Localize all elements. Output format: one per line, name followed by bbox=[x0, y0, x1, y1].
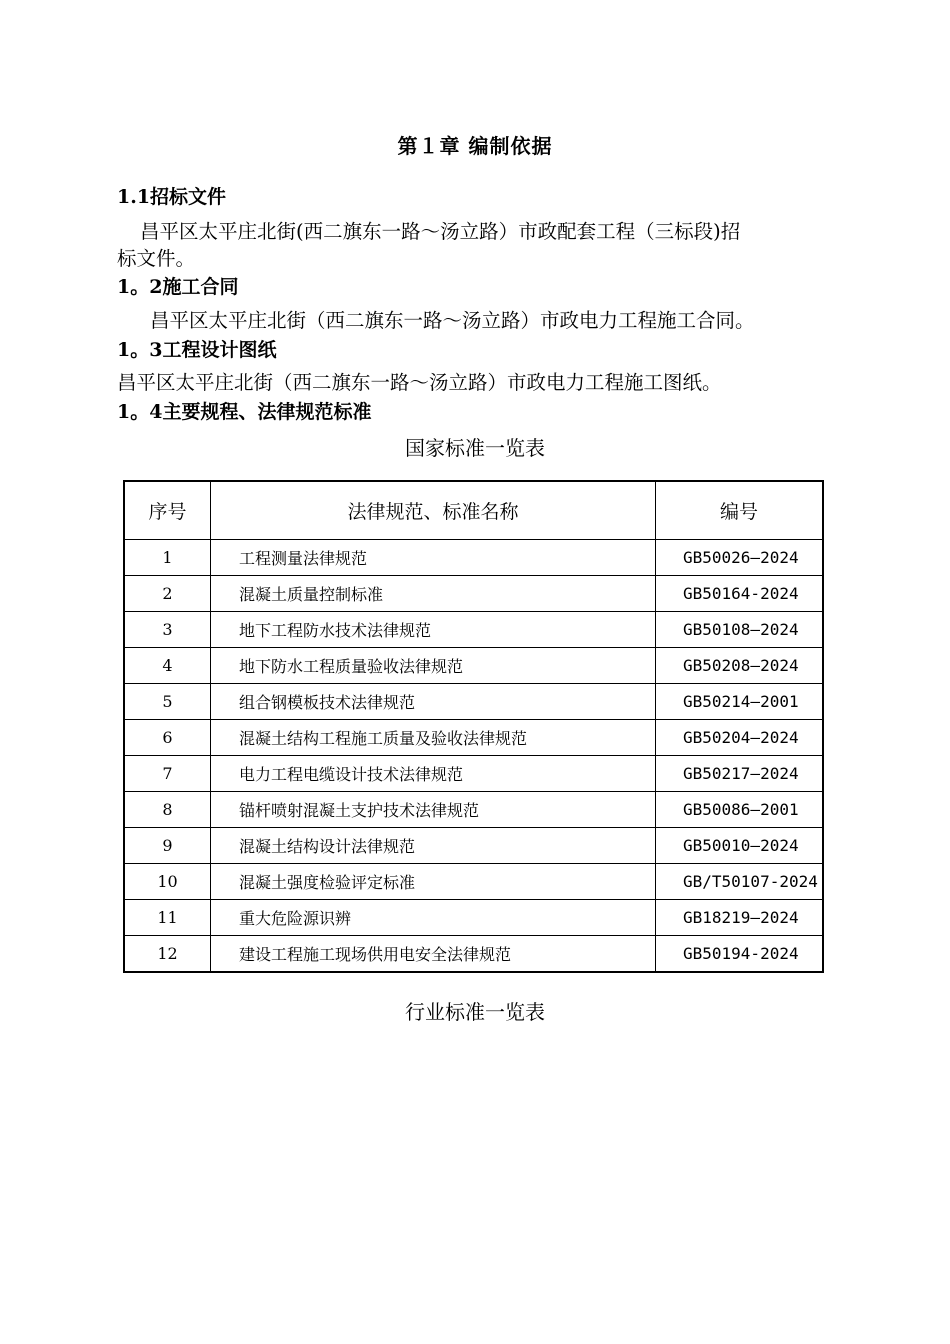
row-no: 1 bbox=[124, 540, 211, 576]
table-row bbox=[124, 936, 823, 973]
table-row bbox=[124, 612, 823, 648]
row-name: 地下工程防水技术法律规范 bbox=[211, 612, 656, 648]
row-no: 5 bbox=[124, 684, 211, 720]
row-name: 地下防水工程质量验收法律规范 bbox=[211, 648, 656, 684]
row-code: GB/T50107-2024 bbox=[656, 864, 824, 900]
section-text-1-1-line2: 标文件。 bbox=[117, 247, 196, 270]
row-no: 10 bbox=[124, 864, 211, 900]
industry-table-caption: 行业标准一览表 bbox=[405, 1000, 545, 1024]
row-no: 3 bbox=[124, 612, 211, 648]
row-code: GB18219—2024 bbox=[656, 900, 824, 936]
table-row bbox=[124, 648, 823, 684]
row-name: 组合钢模板技术法律规范 bbox=[211, 684, 656, 720]
row-no: 9 bbox=[124, 828, 211, 864]
row-name: 重大危险源识辨 bbox=[211, 900, 656, 936]
table-row bbox=[124, 900, 823, 936]
section-heading-1-3: 1。3工程设计图纸 bbox=[117, 339, 277, 361]
row-code: GB50026—2024 bbox=[656, 540, 824, 576]
row-name: 混凝土结构设计法律规范 bbox=[211, 828, 656, 864]
row-code: GB50217—2024 bbox=[656, 756, 824, 792]
row-no: 8 bbox=[124, 792, 211, 828]
header-code: 编号 bbox=[656, 481, 824, 540]
table-row bbox=[124, 540, 823, 576]
row-code: GB50194-2024 bbox=[656, 936, 824, 973]
header-name: 法律规范、标准名称 bbox=[211, 481, 656, 540]
table-row bbox=[124, 792, 823, 828]
row-no: 12 bbox=[124, 936, 211, 973]
row-code: GB50086—2001 bbox=[656, 792, 824, 828]
section-text-1-1-line1: 昌平区太平庄北街(西二旗东一路～汤立路）市政配套工程（三标段)招 bbox=[140, 220, 741, 243]
table-row bbox=[124, 864, 823, 900]
national-table-caption: 国家标准一览表 bbox=[405, 436, 545, 460]
header-no: 序号 bbox=[124, 481, 211, 540]
row-code: GB50208—2024 bbox=[656, 648, 824, 684]
row-code: GB50010—2024 bbox=[656, 828, 824, 864]
table-row bbox=[124, 576, 823, 612]
row-no: 7 bbox=[124, 756, 211, 792]
section-heading-1-1: 1.1招标文件 bbox=[117, 186, 227, 208]
national-standards-table bbox=[123, 480, 824, 973]
row-no: 4 bbox=[124, 648, 211, 684]
row-no: 2 bbox=[124, 576, 211, 612]
table-header-row bbox=[124, 481, 823, 540]
table-row bbox=[124, 828, 823, 864]
table-row bbox=[124, 756, 823, 792]
section-heading-1-4: 1。4主要规程、法律规范标准 bbox=[117, 401, 372, 423]
row-name: 混凝土强度检验评定标准 bbox=[211, 864, 656, 900]
row-name: 建设工程施工现场供用电安全法律规范 bbox=[211, 936, 656, 973]
row-code: GB50214—2001 bbox=[656, 684, 824, 720]
row-no: 11 bbox=[124, 900, 211, 936]
row-name: 电力工程电缆设计技术法律规范 bbox=[211, 756, 656, 792]
table-row bbox=[124, 720, 823, 756]
row-code: GB50108—2024 bbox=[656, 612, 824, 648]
section-text-1-3: 昌平区太平庄北街（西二旗东一路～汤立路）市政电力工程施工图纸。 bbox=[117, 371, 722, 394]
row-code: GB50204—2024 bbox=[656, 720, 824, 756]
section-heading-1-2: 1。2施工合同 bbox=[117, 276, 239, 298]
section-text-1-2: 昌平区太平庄北街（西二旗东一路～汤立路）市政电力工程施工合同。 bbox=[150, 309, 755, 332]
row-name: 混凝土结构工程施工质量及验收法律规范 bbox=[211, 720, 656, 756]
chapter-title: 第１章 编制依据 bbox=[397, 134, 553, 158]
table-row bbox=[124, 684, 823, 720]
row-name: 混凝土质量控制标准 bbox=[211, 576, 656, 612]
row-name: 锚杆喷射混凝土支护技术法律规范 bbox=[211, 792, 656, 828]
row-code: GB50164-2024 bbox=[656, 576, 824, 612]
row-no: 6 bbox=[124, 720, 211, 756]
row-name: 工程测量法律规范 bbox=[211, 540, 656, 576]
